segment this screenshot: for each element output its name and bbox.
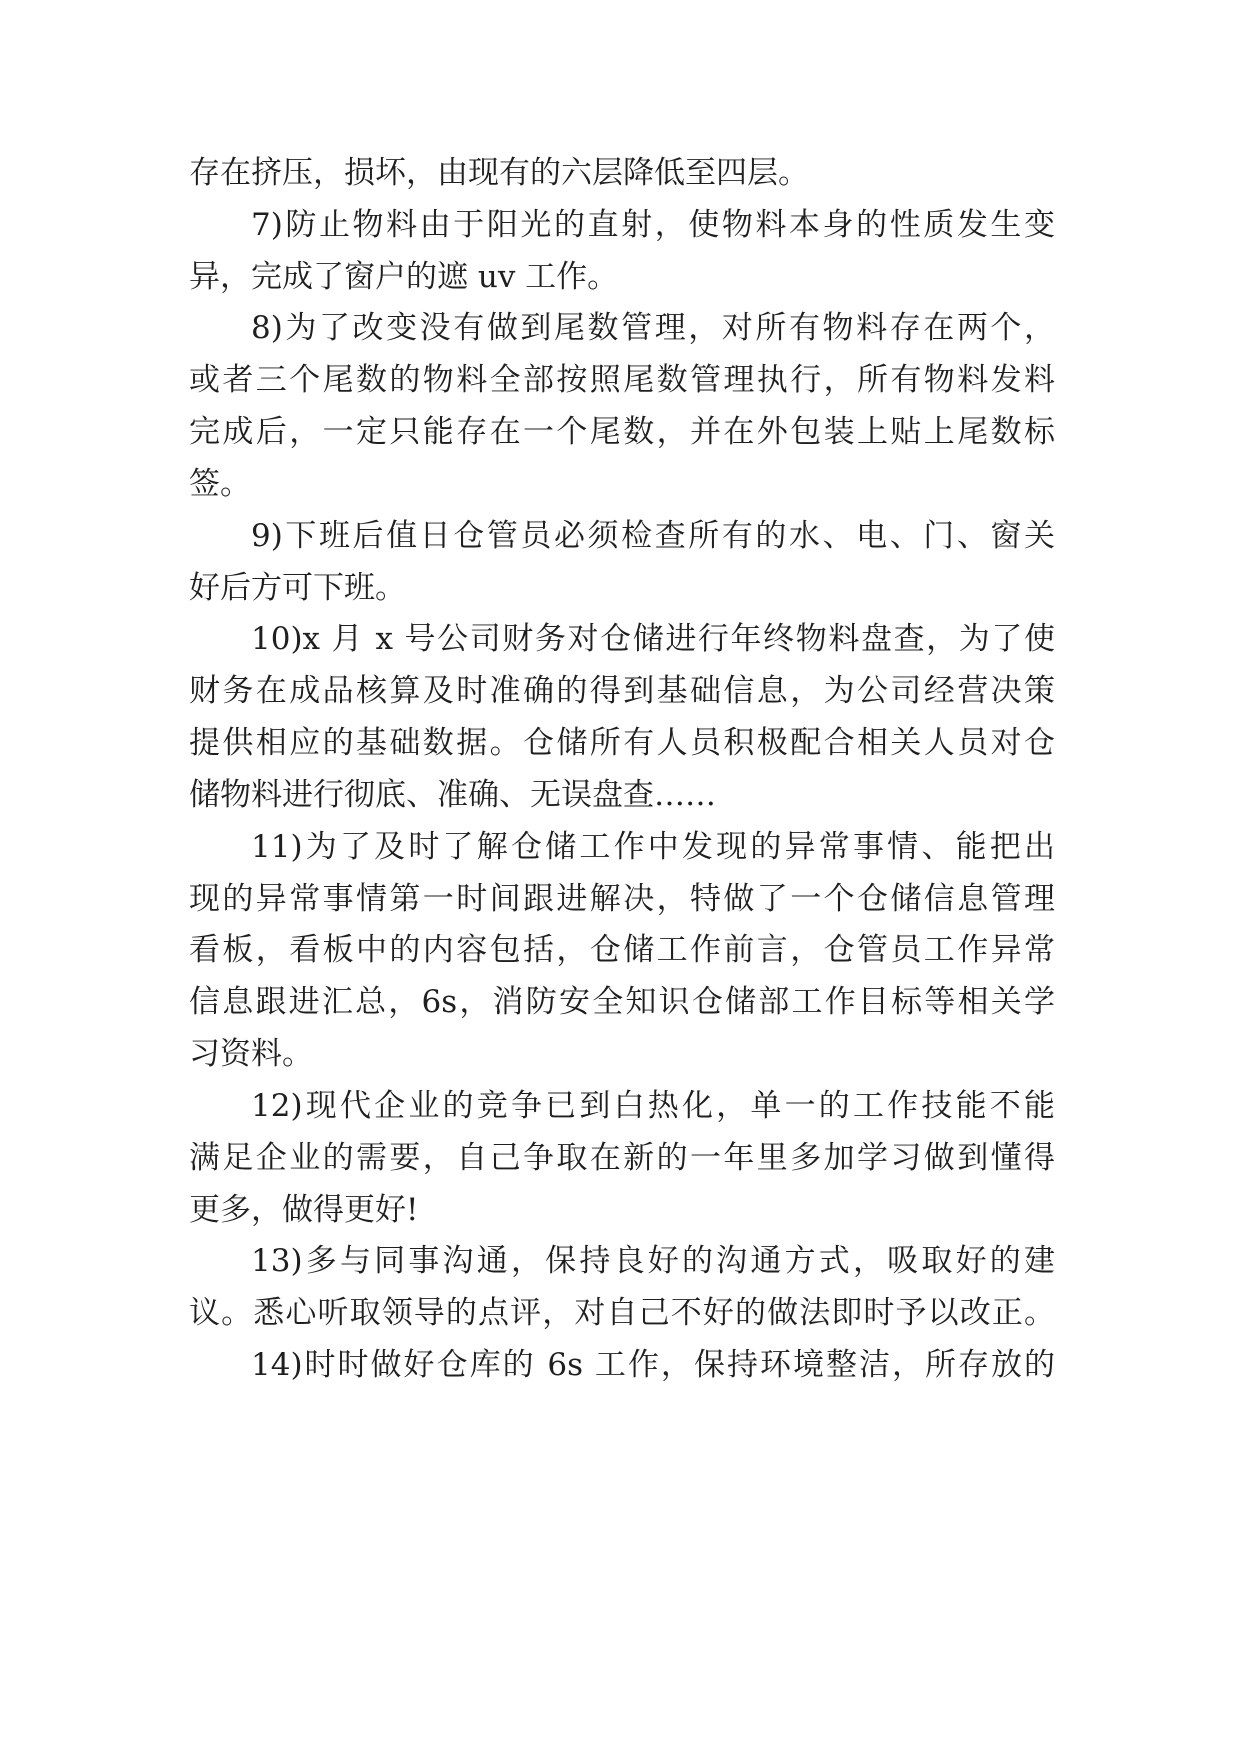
text-line: 储物料进行彻底、准确、无误盘查…… bbox=[189, 777, 716, 813]
paragraph-item-9-line: 9)下班后值日仓管员必须检查所有的水、电、门、窗关 bbox=[251, 518, 1055, 554]
paragraph-item-12-line: 12)现代企业的竞争已到白热化，单一的工作技能不能 bbox=[251, 1088, 1055, 1124]
text-line: 看板，看板中的内容包括，仓储工作前言，仓管员工作异常 bbox=[189, 932, 1055, 968]
paragraph-item-11-line: 11)为了及时了解仓储工作中发现的异常事情、能把出 bbox=[251, 829, 1055, 865]
text-line: 满足企业的需要，自己争取在新的一年里多加学习做到懂得 bbox=[189, 1140, 1055, 1176]
paragraph-item-10-line: 10)x 月 x 号公司财务对仓储进行年终物料盘查，为了使 bbox=[251, 621, 1055, 657]
text-line: 存在挤压，损坏，由现有的六层降低至四层。 bbox=[189, 155, 809, 191]
text-line: 提供相应的基础数据。仓储所有人员积极配合相关人员对仓 bbox=[189, 725, 1055, 761]
text-line: 更多，做得更好! bbox=[189, 1192, 419, 1228]
text-line: 信息跟进汇总，6s，消防安全知识仓储部工作目标等相关学 bbox=[189, 984, 1055, 1020]
paragraph-item-13-line: 13)多与同事沟通，保持良好的沟通方式，吸取好的建 bbox=[251, 1243, 1055, 1279]
text-line: 或者三个尾数的物料全部按照尾数管理执行，所有物料发料 bbox=[189, 362, 1055, 398]
text-line: 议。悉心听取领导的点评，对自己不好的做法即时予以改正。 bbox=[189, 1295, 1055, 1331]
text-line: 完成后，一定只能存在一个尾数，并在外包装上贴上尾数标 bbox=[189, 414, 1055, 450]
text-line: 现的异常事情第一时间跟进解决，特做了一个仓储信息管理 bbox=[189, 881, 1055, 917]
paragraph-item-14-line: 14)时时做好仓库的 6s 工作，保持环境整洁，所存放的 bbox=[251, 1347, 1055, 1383]
text-line: 签。 bbox=[189, 466, 251, 502]
text-line: 好后方可下班。 bbox=[189, 570, 406, 606]
text-line: 异，完成了窗户的遮 uv 工作。 bbox=[189, 259, 619, 295]
paragraph-item-8-line: 8)为了改变没有做到尾数管理，对所有物料存在两个， bbox=[251, 310, 1055, 346]
paragraph-item-7-line: 7)防止物料由于阳光的直射，使物料本身的性质发生变 bbox=[251, 207, 1055, 243]
text-line: 习资料。 bbox=[189, 1036, 313, 1072]
text-line: 财务在成品核算及时准确的得到基础信息，为公司经营决策 bbox=[189, 673, 1055, 709]
